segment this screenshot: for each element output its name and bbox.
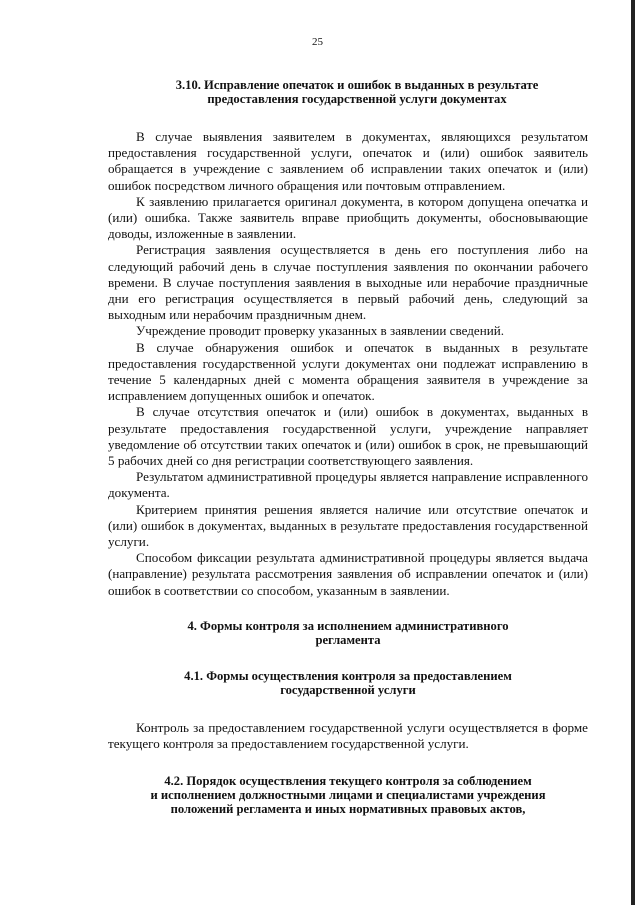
heading-line: 4.1. Формы осуществления контроля за предоставлением [184, 668, 512, 683]
paragraph: Учреждение проводит проверку указанных в заявлении сведений. [136, 323, 504, 339]
scan-edge [631, 0, 635, 905]
heading-line: 4.2. Порядок осуществления текущего контроля за соблюдением [164, 774, 532, 789]
paragraph: Способом фиксации результата административной процедуры является выдача (направление) результата рассмотрения заявления об исправлении опечаток и (или) ошибок в соответствии со способом, указанным в заявлении. [108, 550, 588, 598]
heading-line: положений регламента и иных нормативных правовых актов, [170, 802, 526, 817]
heading-line: предоставления государственной услуги документах [207, 92, 507, 106]
section-heading-3-10 [126, 78, 588, 106]
section-heading-4-1 [108, 669, 588, 697]
page-number: 25 [312, 36, 323, 48]
paragraph: Результатом административной процедуры является направление исправленного документа. [108, 469, 588, 501]
paragraph: Критерием принятия решения является наличие или отсутствие опечаток и (или) ошибок в документах, выданных в результате предоставления государственной услуги. [108, 501, 588, 550]
paragraph: К заявлению прилагается оригинал документа, в котором допущена опечатка и (или) ошибка. Также заявитель вправе приобщить документы, обосновывающие доводы, изложенные в заявлении. [108, 193, 588, 242]
heading-line: регламента [315, 632, 381, 647]
heading-line: 3.10. Исправление опечаток и ошибок в выданных в результате [175, 78, 539, 92]
heading-line: 4. Формы контроля за исполнением административного [187, 618, 509, 633]
heading-line: и исполнением должностными лицами и специалистами учреждения [150, 788, 546, 803]
heading-line: государственной услуги [280, 682, 416, 697]
paragraph: В случае выявления заявителем в документах, являющихся результатом предоставления государственной услуги, опечаток и (или) ошибок заявитель обращается в учреждение с заявлением об исправлении таких опечаток и (или) ошибок посредством личного обращения или почтовым отправлением. [108, 129, 588, 193]
paragraph: Контроль за предоставлением государственной услуги осуществляется в форме текущего контроля за предоставлением государственной услуги. [108, 719, 588, 752]
paragraph: В случае обнаружения ошибок и опечаток в выданных в результате предоставления государственной услуги документах они подлежат исправлению в течение 5 календарных дней с момента обращения заявителя в учреждение за исправлением допущенных ошибок и опечаток. [108, 339, 588, 404]
section-heading-4 [108, 619, 588, 647]
paragraph: Регистрация заявления осуществляется в день его поступления либо на следующий рабочий день в случае поступления заявления по окончании рабочего времени. В случае поступления заявления в выходные или нерабочие праздничные дни его регистрация осуществляется в первый рабочий день, следующий за выходным или нерабочим праздничным днем. [108, 242, 588, 323]
paragraph: В случае отсутствия опечаток и (или) ошибок в документах, выданных в результате предоставления государственной услуги, учреждение направляет уведомление об отсутствии таких опечаток и (или) ошибок в срок, не превышающий 5 рабочих дней со дня регистрации соответствующего заявления. [108, 404, 588, 469]
document-body [108, 78, 588, 816]
section-heading-4-2 [108, 774, 588, 816]
